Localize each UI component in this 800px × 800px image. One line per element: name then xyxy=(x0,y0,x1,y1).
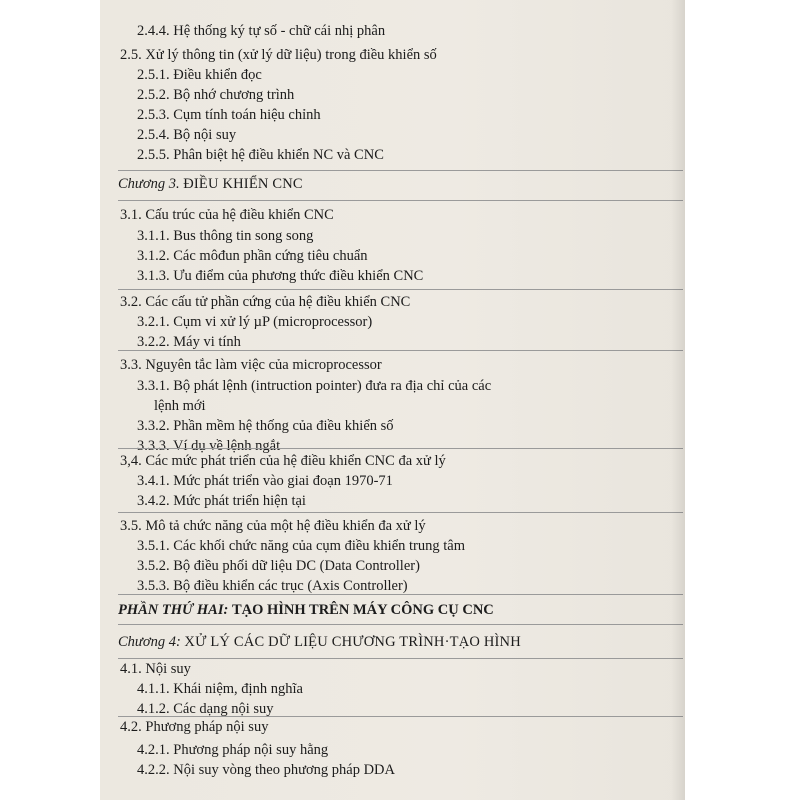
toc-page-number xyxy=(660,439,685,459)
toc-row xyxy=(100,396,685,416)
toc-row xyxy=(100,226,685,246)
toc-row xyxy=(100,332,685,352)
toc-entry-text: 3.5.1. Các khối chức năng của cụm điều khiển trung tâm xyxy=(137,538,465,554)
toc-entry-text: 3.3. Nguyên tắc làm việc của microprocessor xyxy=(120,357,382,373)
section-divider xyxy=(118,624,683,625)
toc-page-number xyxy=(660,580,685,600)
section-divider xyxy=(118,289,683,290)
toc-row xyxy=(100,85,685,105)
toc-entry-text: 2.5. Xử lý thông tin (xử lý dữ liệu) trong điều khiển số xyxy=(120,47,437,63)
toc-entry-text: 3.3.1. Bộ phát lệnh (intruction pointer) đưa ra địa chỉ của các xyxy=(137,378,492,394)
toc-row xyxy=(100,21,685,41)
toc-row xyxy=(100,740,685,760)
toc-row xyxy=(100,451,685,471)
toc-page-number xyxy=(660,562,685,582)
toc-entry-text: 3.2.2. Máy vi tính xyxy=(137,334,241,350)
toc-row xyxy=(100,105,685,125)
toc-page-number xyxy=(660,342,685,362)
toc-entry-text: 2.5.5. Phân biệt hệ điều khiển NC và CNC xyxy=(137,147,384,163)
toc-row xyxy=(100,145,685,165)
toc-row xyxy=(100,679,685,699)
chapter-name: ĐIỀU KHIỂN CNC xyxy=(183,176,303,192)
toc-page-number xyxy=(660,57,685,77)
toc-row xyxy=(100,312,685,332)
toc-page-number xyxy=(660,727,685,747)
toc-entry-text: 2.5.4. Bộ nội suy xyxy=(137,127,237,143)
toc-entry-text: 2.5.1. Điều khiển đọc xyxy=(137,67,262,83)
toc-entry-text: 3.1.2. Các môđun phần cứng tiêu chuẩn xyxy=(137,248,368,264)
toc-entry-text: 3.5.3. Bộ điều khiển các trục (Axis Controller) xyxy=(137,578,408,594)
toc-row xyxy=(100,516,685,536)
toc-page-number xyxy=(660,461,685,481)
toc-entry-text: 3.2. Các cấu tử phần cứng của hệ điều khiển CNC xyxy=(120,294,411,310)
toc-row xyxy=(100,491,685,511)
toc-entry-text: 3.1.1. Bus thông tin song song xyxy=(137,228,314,244)
toc-row xyxy=(100,576,685,596)
toc-row xyxy=(100,717,685,737)
toc-row xyxy=(100,471,685,491)
chapter-label: Chương 4: xyxy=(118,634,181,650)
chapter-heading xyxy=(100,632,685,652)
chapter-heading xyxy=(100,174,685,194)
section-divider xyxy=(118,170,683,171)
chapter-title xyxy=(118,174,303,194)
toc-page-number xyxy=(660,760,685,780)
part-heading xyxy=(100,600,685,620)
chapter-name: XỬ LÝ CÁC DỮ LIỆU CHƯƠNG TRÌNH·TẠO HÌNH xyxy=(184,634,521,650)
toc-row xyxy=(100,45,685,65)
toc-entry-text: 3.3.2. Phần mềm hệ thống của điều khiển số xyxy=(137,418,394,434)
toc-page-number xyxy=(660,37,685,57)
chapter-title xyxy=(118,632,521,652)
toc-row xyxy=(100,205,685,225)
toc-entry-text: 3.2.1. Cụm vi xử lý µP (microprocessor) xyxy=(137,314,373,330)
part-title xyxy=(118,600,494,620)
toc-entry-text: 3.1.3. Ưu điểm của phương thức điều khiển CNC xyxy=(137,268,424,284)
toc-row xyxy=(100,125,685,145)
section-divider xyxy=(118,512,683,513)
toc-page-number xyxy=(660,646,685,666)
toc-entry-text: 3,4. Các mức phát triển của hệ điều khiển CNC đa xử lý xyxy=(120,453,446,469)
toc-entry-text: 4.1.2. Các dạng nội suy xyxy=(137,701,274,717)
toc-page-number xyxy=(660,523,685,543)
section-divider xyxy=(118,594,683,595)
toc-row xyxy=(100,772,685,792)
toc-page-number xyxy=(660,141,685,161)
toc-page-number xyxy=(660,403,685,423)
toc-row xyxy=(100,355,685,375)
toc-page-number xyxy=(660,481,685,501)
toc-entry-text: 3.5.2. Bộ điều phối dữ liệu DC (Data Controller) xyxy=(137,558,420,574)
toc-entry-text: 3.1. Cấu trúc của hệ điều khiển CNC xyxy=(120,207,334,223)
toc-row xyxy=(100,376,685,396)
toc-entry-text: 3.5. Mô tả chức năng của một hệ điều khiển đa xử lý xyxy=(120,518,426,534)
part-name: TẠO HÌNH TRÊN MÁY CÔNG CỤ CNC xyxy=(231,602,494,618)
toc-row xyxy=(100,536,685,556)
toc-entry-text: 3.3.3. Ví dụ về lệnh ngắt xyxy=(137,438,281,454)
chapter-label: Chương 3. xyxy=(118,176,180,192)
toc-page-number xyxy=(660,692,685,712)
book-page xyxy=(100,0,685,800)
toc-entry-text: 4.2.2. Nội suy vòng theo phương pháp DDA xyxy=(137,762,395,778)
toc-entry-text: 2.5.3. Cụm tính toán hiệu chỉnh xyxy=(137,107,321,123)
toc-page-number xyxy=(660,119,685,139)
toc-page-number xyxy=(660,162,685,182)
section-divider xyxy=(118,448,683,449)
toc-row xyxy=(100,556,685,576)
toc-page-number xyxy=(660,363,685,383)
toc-page-number xyxy=(660,77,685,97)
toc-row xyxy=(100,266,685,286)
toc-row xyxy=(100,659,685,679)
toc-entry-text: 4.1. Nội suy xyxy=(120,661,191,677)
toc-entry-text: 3.4.2. Mức phát triển hiện tại xyxy=(137,493,306,509)
toc-entry-text: 3.4.1. Mức phát triển vào giai đoạn 1970-71 xyxy=(137,473,393,489)
toc-entry-text: 4.2. Phương pháp nội suy xyxy=(120,719,269,735)
toc-entry-text: 2.4.4. Hệ thống ký tự số - chữ cái nhị phân xyxy=(137,23,386,39)
toc-page-number xyxy=(660,503,685,523)
toc-entry-text: lệnh mới xyxy=(154,398,206,414)
part-label: PHẦN THỨ HAI: xyxy=(118,602,229,618)
toc-entry-text: 4.1.1. Khái niệm, định nghĩa xyxy=(137,681,303,697)
section-divider xyxy=(118,350,683,351)
toc-row xyxy=(100,292,685,312)
toc-entry-text: 2.5.2. Bộ nhớ chương trình xyxy=(137,87,295,103)
toc-page-number xyxy=(660,667,685,687)
toc-entry-text: 4.2.1. Phương pháp nội suy hằng xyxy=(137,742,329,758)
toc-row xyxy=(100,416,685,436)
toc-page-number xyxy=(660,543,685,563)
section-divider xyxy=(118,200,683,201)
toc-page-number xyxy=(660,99,685,119)
toc-row xyxy=(100,246,685,266)
toc-row xyxy=(100,65,685,85)
